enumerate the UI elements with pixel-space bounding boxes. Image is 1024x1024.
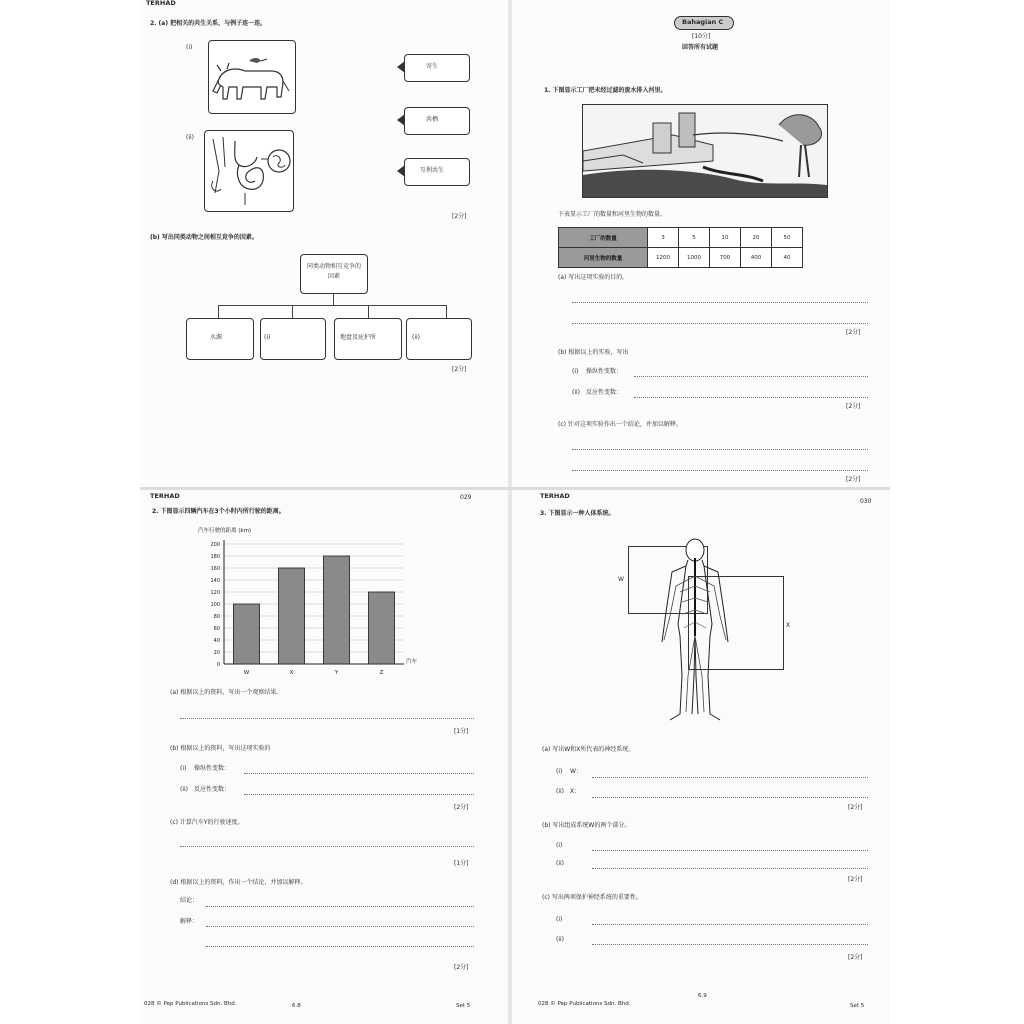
q3c-ii-label: (ii) bbox=[556, 936, 565, 943]
q2d-explanation-label: 解释： bbox=[180, 918, 199, 925]
marks-2d: [2分] bbox=[454, 964, 469, 971]
q1b-ii-label: (ii) bbox=[572, 389, 581, 396]
footer-page: 6.8 bbox=[292, 1003, 301, 1009]
marks-3c: [2分] bbox=[848, 954, 863, 961]
marks-1c: [2分] bbox=[846, 476, 861, 483]
y-tick-label: 200 bbox=[210, 542, 220, 548]
answer-line[interactable] bbox=[592, 924, 868, 925]
bar-x bbox=[278, 568, 304, 664]
answer-line[interactable] bbox=[206, 926, 474, 927]
connector bbox=[292, 305, 293, 318]
x-axis-title: 汽车 bbox=[406, 659, 418, 665]
y-tick-label: 180 bbox=[210, 554, 220, 560]
x-tick-label: Z bbox=[379, 670, 384, 676]
section-title: 回答所有试题 bbox=[682, 44, 719, 51]
page-header: TERHAD bbox=[540, 492, 570, 500]
y-axis-title: 汽车行驶的距离 (km) bbox=[198, 528, 252, 534]
item-i-label: (i) bbox=[186, 44, 193, 51]
factor-ii-label: (ii) bbox=[412, 334, 421, 341]
marks-2b: [2分] bbox=[452, 366, 467, 373]
q2b-ii-label: (ii) bbox=[180, 786, 189, 793]
y-tick-label: 100 bbox=[210, 602, 220, 608]
footer-set: Set 5 bbox=[456, 1003, 471, 1009]
answer-line[interactable] bbox=[592, 850, 868, 851]
item-ii-label: (ii) bbox=[186, 134, 195, 141]
label-w: W bbox=[618, 576, 624, 583]
question-1: 1. 下图显示工厂把未经过滤的废水排入河里。 bbox=[544, 87, 667, 94]
label-x: X bbox=[786, 622, 791, 629]
q1b-ii-text: 反应性变数： bbox=[586, 389, 623, 396]
page-number: 030 bbox=[860, 498, 872, 505]
table-cell: 400 bbox=[741, 248, 772, 268]
question-1b: (b) 根据以上的实验，写出 bbox=[558, 349, 629, 356]
connector bbox=[333, 293, 334, 305]
tag-commensalism-label: 共栖 bbox=[426, 116, 439, 123]
competition-factors-label: 同类动物相互竞争的因素 bbox=[306, 263, 361, 280]
question-3: 3. 下图显示一种人体系统。 bbox=[540, 510, 615, 517]
answer-line[interactable] bbox=[634, 397, 868, 398]
answer-line[interactable] bbox=[572, 470, 868, 471]
footer-page: 6.9 bbox=[698, 993, 707, 999]
table-cell: 5 bbox=[679, 228, 710, 248]
factor-water-label: 水源 bbox=[210, 334, 223, 341]
answer-line[interactable] bbox=[180, 718, 474, 719]
y-tick-label: 60 bbox=[213, 626, 220, 632]
footer-set: Set 5 bbox=[850, 1003, 865, 1009]
answer-line[interactable] bbox=[244, 794, 474, 795]
table-cell: 700 bbox=[710, 248, 741, 268]
question-1a: (a) 写出这项实验的目的。 bbox=[558, 274, 629, 281]
question-2: 2. 下图显示四辆汽车在3个小时内所行驶的距离。 bbox=[152, 508, 285, 515]
footer-publisher: 028 © Pep Publications Sdn. Bhd. bbox=[144, 1001, 237, 1007]
q1b-i-text: 操纵性变数： bbox=[586, 368, 623, 375]
answer-line[interactable] bbox=[244, 773, 474, 774]
x-tick-label: Y bbox=[334, 670, 339, 676]
section-score: [10分] bbox=[692, 33, 711, 40]
marks-2a: [1分] bbox=[454, 728, 469, 735]
table-row-label: 河里生物的数量 bbox=[559, 248, 648, 268]
q2d-conclusion-label: 结论： bbox=[180, 897, 199, 904]
connector bbox=[218, 305, 446, 306]
q3a-ii-label: (ii) bbox=[556, 788, 565, 795]
question-2b: (b) 根据以上的资料，写出这项实验的 bbox=[170, 745, 271, 752]
q3c-i-label: (i) bbox=[556, 916, 563, 923]
question-2a: 2. (a) 把相关的共生关系，与例子连一连。 bbox=[150, 20, 267, 27]
marks-3a: [2分] bbox=[848, 804, 863, 811]
question-3a: (a) 写出W和X所代表的神经系统。 bbox=[542, 746, 635, 753]
tag-mutualism-label: 互利共生 bbox=[420, 167, 445, 174]
answer-line[interactable] bbox=[634, 376, 868, 377]
table-cell: 10 bbox=[710, 228, 741, 248]
q2b-i-label: (i) bbox=[180, 765, 187, 772]
footer-publisher: 028 © Pep Publications Sdn. Bhd. bbox=[538, 1001, 631, 1007]
q3a-i-text: W： bbox=[570, 768, 582, 775]
table-cell: 1200 bbox=[648, 248, 679, 268]
page-bottom-right bbox=[512, 490, 890, 1024]
q2b-i-text: 操纵性变数： bbox=[194, 765, 231, 772]
tag-parasitism-label: 寄生 bbox=[426, 63, 439, 70]
answer-line[interactable] bbox=[572, 323, 868, 324]
page-top-left bbox=[140, 0, 508, 488]
bar-y bbox=[323, 556, 349, 664]
table-cell: 40 bbox=[772, 248, 803, 268]
factor-i-label: (i) bbox=[264, 334, 271, 341]
section-badge-label: Bahagian C bbox=[682, 18, 724, 26]
y-tick-label: 80 bbox=[213, 614, 220, 620]
y-tick-label: 140 bbox=[210, 578, 220, 584]
table-row bbox=[559, 248, 803, 268]
digestive-system-image bbox=[204, 130, 294, 212]
connector bbox=[368, 305, 369, 318]
data-table bbox=[558, 227, 803, 268]
table-cell: 20 bbox=[741, 228, 772, 248]
page-header: TERHAD bbox=[146, 0, 176, 7]
marks-1b: [2分] bbox=[846, 403, 861, 410]
marks-2b: [2分] bbox=[454, 804, 469, 811]
answer-line[interactable] bbox=[180, 846, 474, 847]
page-top-right bbox=[512, 0, 890, 488]
question-2c: (c) 计算汽车Y的行驶速度。 bbox=[170, 819, 244, 826]
answer-line[interactable] bbox=[572, 449, 868, 450]
answer-line[interactable] bbox=[592, 868, 868, 869]
answer-line[interactable] bbox=[592, 944, 868, 945]
y-tick-label: 160 bbox=[210, 566, 220, 572]
factor-territory-label: 地盘及庇护所 bbox=[340, 334, 377, 341]
q1b-i-label: (i) bbox=[572, 368, 579, 375]
q3b-ii-label: (ii) bbox=[556, 860, 565, 867]
answer-line[interactable] bbox=[572, 302, 868, 303]
marks-3b: [2分] bbox=[848, 876, 863, 883]
y-tick-label: 20 bbox=[213, 650, 220, 656]
page-bottom-left bbox=[140, 490, 508, 1024]
y-tick-label: 40 bbox=[213, 638, 220, 644]
answer-line[interactable] bbox=[206, 946, 474, 947]
answer-line[interactable] bbox=[592, 797, 868, 798]
y-tick-label: 0 bbox=[216, 662, 220, 668]
x-tick-label: X bbox=[289, 670, 294, 676]
question-1-intro: 下表显示工厂的数量和河里生物的数量。 bbox=[558, 211, 667, 218]
bar-w bbox=[233, 604, 259, 664]
page-header: TERHAD bbox=[150, 492, 180, 500]
marks-2c: [1分] bbox=[454, 860, 469, 867]
answer-line[interactable] bbox=[206, 906, 474, 907]
cow-bird-image bbox=[208, 40, 296, 114]
question-3b: (b) 写出组成系统W的两个部分。 bbox=[542, 822, 631, 829]
q3b-i-label: (i) bbox=[556, 842, 563, 849]
q2b-ii-text: 反应性变数： bbox=[194, 786, 231, 793]
human-nervous-system-image bbox=[650, 536, 740, 722]
answer-line[interactable] bbox=[592, 777, 868, 778]
y-tick-label: 120 bbox=[210, 590, 220, 596]
bar-z bbox=[368, 592, 394, 664]
question-3c: (c) 写出两项保护神经系统的重要性。 bbox=[542, 894, 642, 901]
question-2b: (b) 写出同类动物之间相互竞争的因素。 bbox=[150, 234, 258, 241]
marks-2a: [2分] bbox=[452, 213, 467, 220]
factory-river-image bbox=[582, 104, 828, 198]
q3a-ii-text: X： bbox=[570, 788, 581, 795]
question-2a: (a) 根据以上的资料，写出一个观察结果。 bbox=[170, 689, 283, 696]
table-cell: 3 bbox=[648, 228, 679, 248]
question-2d: (d) 根据以上的资料，作出一个结论，并加以解释。 bbox=[170, 879, 307, 886]
x-tick-label: W bbox=[243, 670, 250, 676]
page-number: 029 bbox=[460, 494, 472, 501]
marks-1a: [2分] bbox=[846, 329, 861, 336]
table-cell: 50 bbox=[772, 228, 803, 248]
table-row bbox=[559, 228, 803, 248]
table-row-label: 工厂的数量 bbox=[559, 228, 648, 248]
connector bbox=[218, 305, 219, 318]
connector bbox=[446, 305, 447, 318]
question-1c: (c) 针对这项实验作出一个结论，并加以解释。 bbox=[558, 421, 682, 428]
table-cell: 1000 bbox=[679, 248, 710, 268]
q3a-i-label: (i) bbox=[556, 768, 563, 775]
bar-chart bbox=[196, 524, 436, 690]
